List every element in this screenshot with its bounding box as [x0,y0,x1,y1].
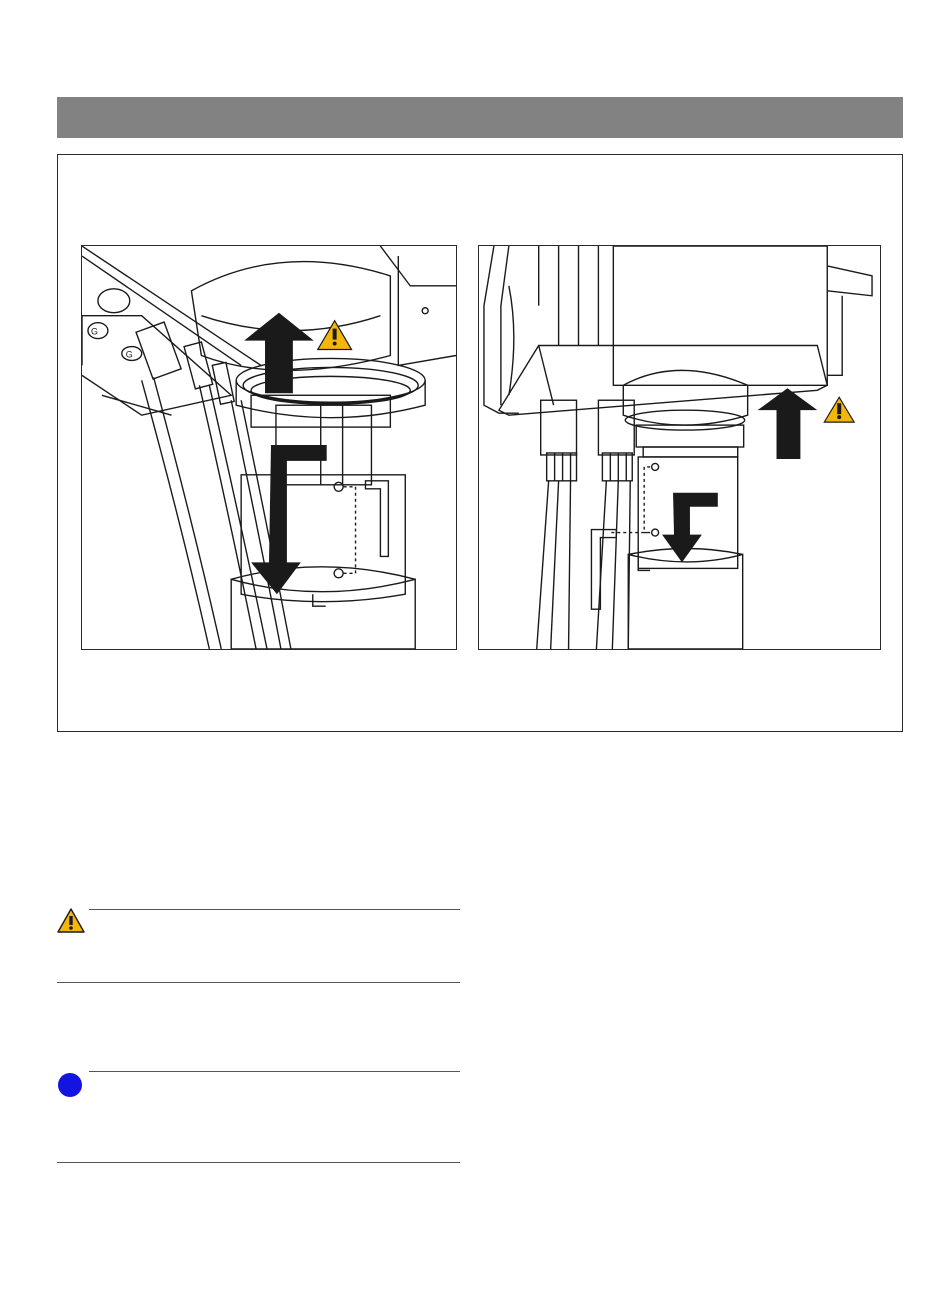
notice-bottom-divider [57,1162,460,1163]
down-arrow-icon [662,493,718,563]
up-arrow-icon [244,313,314,394]
figure-panel-left [81,245,457,650]
warning-triangle-icon [57,907,85,935]
section-header-bar [57,97,903,138]
info-circle-icon [57,1069,85,1097]
figure-frame [57,154,903,732]
notice-top-divider [89,909,460,910]
svg-text:G: G [125,349,133,360]
up-arrow-icon [758,388,818,459]
notice-bottom-divider [57,982,460,983]
down-arrow-icon [251,445,327,594]
illustration-right [479,246,880,649]
notice-top-divider [89,1071,460,1072]
svg-text:G: G [90,326,98,337]
warning-triangle-icon [824,397,854,422]
info-notice [57,1067,460,1163]
warning-notice [57,905,460,983]
illustration-left [82,246,456,649]
figure-panel-right [478,245,881,650]
